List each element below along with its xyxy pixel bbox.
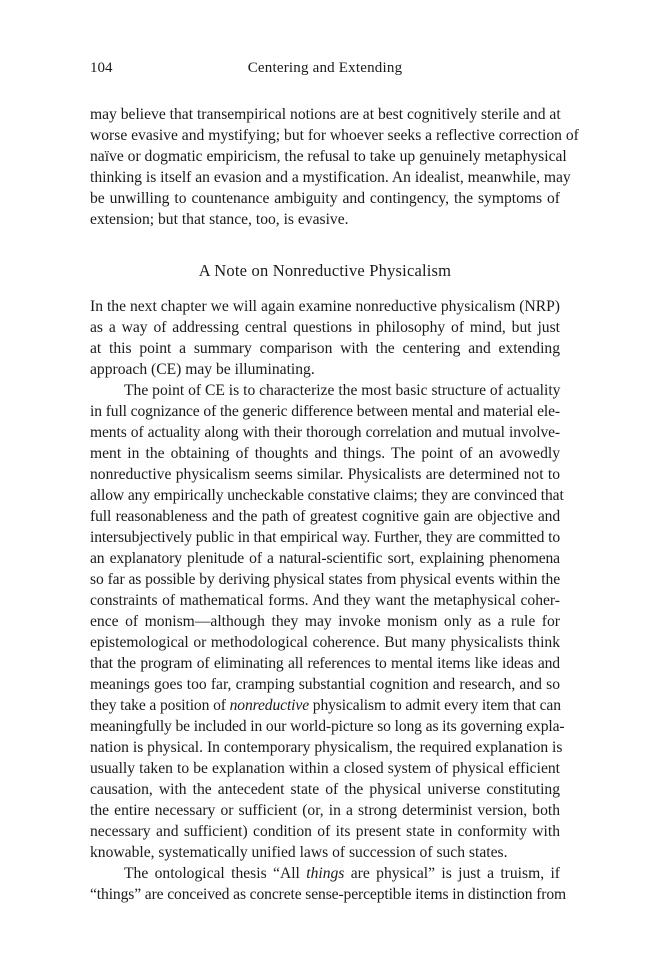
text-line: ments of actuality along with their thorough correlation and mutual involve-: [90, 424, 560, 441]
emphasis-text: things: [306, 865, 345, 882]
paragraph-intro: [90, 296, 560, 380]
text-segment: physicalism to admit every item that can: [309, 697, 561, 714]
page-number: 104: [90, 60, 113, 76]
text-line: naïve or dogmatic empiricism, the refusal to take up genuinely metaphysical: [90, 148, 567, 165]
text-line: In the next chapter we will again examine nonreductive physicalism (NRP): [90, 298, 560, 315]
emphasis-text: nonreductive: [229, 697, 309, 714]
text-segment: are physical” is just a truism, if: [344, 865, 560, 882]
text-line: an explanatory plenitude of a natural-scientific sort, explaining phenomena: [90, 550, 560, 567]
text-line: The point of CE is to characterize the most basic structure of actuality: [124, 382, 561, 399]
text-line: in full cognizance of the generic difference between mental and material ele-: [90, 403, 560, 420]
text-line: “things” are conceived as concrete sense-perceptible items in distinction from: [90, 886, 567, 903]
text-line: meaningfully be included in our world-picture so long as its governing expla-: [90, 718, 565, 735]
text-line: causation, with the antecedent state of the physical universe constituting: [90, 781, 560, 798]
running-head: Centering and Extending: [247, 60, 403, 76]
text-line: as a way of addressing central questions in philosophy of mind, but just: [90, 319, 560, 336]
text-line: epistemological or methodological coherence. But many physicalists think: [90, 634, 560, 651]
text-line: constraints of mathematical forms. And they want the metaphysical coher-: [90, 592, 560, 609]
text-line: extension; but that stance, too, is evasive.: [90, 211, 349, 228]
text-line: that the program of eliminating all references to mental items like ideas and: [90, 655, 560, 672]
text-line: nation is physical. In contemporary physicalism, the required explanation is: [90, 739, 563, 756]
text-segment: they take a position of: [90, 697, 230, 714]
text-line: meanings goes too far, cramping substantial cognition and research, and so: [90, 676, 560, 693]
section-heading: A Note on Nonreductive Physicalism: [198, 261, 452, 280]
text-line: at this point a summary comparison with the centering and extending: [90, 340, 560, 357]
text-line: ence of monism—although they may invoke monism only as a rule for: [90, 613, 560, 630]
text-line: so far as possible by deriving physical states from physical events within the: [90, 571, 560, 588]
text-line: be unwilling to countenance ambiguity and contingency, the symptoms of: [90, 190, 560, 207]
paragraph-ontological: [90, 863, 567, 905]
text-line: full reasonableness and the path of greatest cognitive gain are objective and: [90, 508, 560, 525]
text-line: may believe that transempirical notions are at best cognitively sterile and at: [90, 106, 561, 123]
text-line: ment in the obtaining of thoughts and things. The point of an avowedly: [90, 445, 560, 462]
text-line: allow any empirically uncheckable constative claims; they are convinced that: [90, 487, 564, 504]
text-line: knowable, systematically unified laws of succession of such states.: [90, 844, 508, 861]
text-line: necessary and sufficient) condition of its present state in conformity with: [90, 823, 560, 840]
text-line-with-emphasis: [90, 863, 560, 884]
text-segment: The ontological thesis “All: [124, 865, 307, 882]
paragraph-ce-point: [90, 380, 565, 863]
text-line: thinking is itself an evasion and a mystification. An idealist, meanwhile, may: [90, 169, 571, 186]
text-line: usually taken to be explanation within a closed system of physical efficient: [90, 760, 560, 777]
text-line: approach (CE) may be illuminating.: [90, 361, 315, 378]
text-line-with-emphasis: [90, 695, 560, 716]
text-line: nonreductive physicalism seems similar. Physicalists are determined not to: [90, 466, 560, 483]
text-line: worse evasive and mystifying; but for whoever seeks a reflective correction of: [90, 127, 579, 144]
text-line: the entire necessary or sufficient (or, in a strong determinist version, both: [90, 802, 560, 819]
paragraph-continued: [90, 104, 579, 230]
page-header: [90, 60, 560, 82]
text-line: intersubjectively public in that empirical way. Further, they are committed to: [90, 529, 560, 546]
